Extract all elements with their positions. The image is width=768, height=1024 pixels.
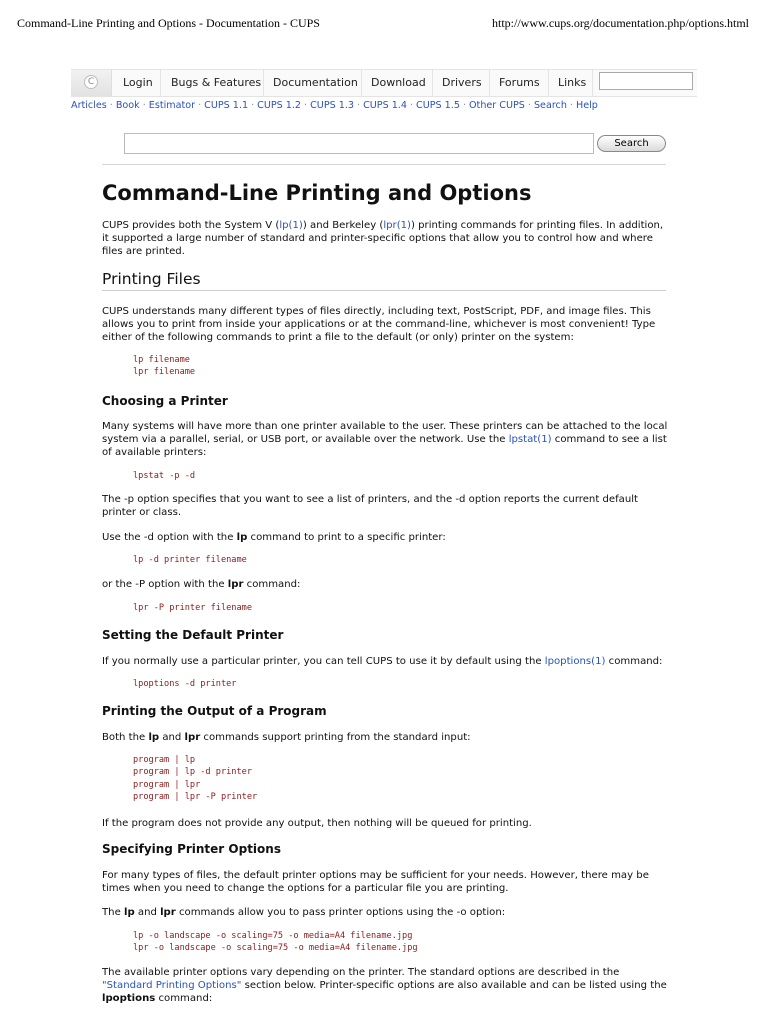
nav-forums[interactable]: Forums <box>499 76 540 89</box>
nav-drivers[interactable]: Drivers <box>442 76 482 89</box>
sub-navigation <box>71 100 598 111</box>
code-block-print-file: lp filename lpr filename <box>133 355 196 378</box>
cmd-lpoptions: lpoptions <box>102 993 156 1004</box>
print-header-title: Command-Line Printing and Options - Documentation - CUPS <box>17 16 320 30</box>
subnav-cups-1-3[interactable]: CUPS 1.3 <box>310 100 354 111</box>
heading-default-printer: Setting the Default Printer <box>102 628 284 642</box>
nav-divider <box>432 70 433 96</box>
subnav-book[interactable]: Book <box>115 100 140 111</box>
subnav-cups-1-1[interactable]: CUPS 1.1 <box>204 100 249 111</box>
heading-output-program: Printing the Output of a Program <box>102 704 327 718</box>
subnav-separator: · <box>357 100 361 111</box>
nav-bugs-features[interactable]: Bugs & Features <box>171 76 262 89</box>
subnav-cups-1-4[interactable]: CUPS 1.4 <box>363 100 407 111</box>
nav-divider <box>548 70 549 96</box>
cups-logo-icon: C <box>84 75 98 89</box>
nav-divider <box>263 70 264 96</box>
nav-links[interactable]: Links <box>558 76 587 89</box>
o-option-paragraph: The lp and lpr commands allow you to pass printer options using the -o option: <box>102 907 506 918</box>
lp-man-link[interactable]: lp(1) <box>279 220 303 231</box>
heading-choosing-printer: Choosing a Printer <box>102 394 228 408</box>
page-title: Command-Line Printing and Options <box>102 181 532 205</box>
nav-search-input[interactable] <box>599 72 693 90</box>
subnav-separator: · <box>527 100 531 111</box>
lp-d-option-paragraph: Use the -d option with the lp command to print to a specific printer: <box>102 532 446 543</box>
section-divider <box>102 290 666 291</box>
available-options-paragraph: The available printer options vary depending on the printer. The standard options are described in the "Standard Printing Options" section below. Printer-specific options are also available and can be listed using the lpoptions command: <box>102 967 667 1004</box>
code-block-o-options: lp -o landscape -o scaling=75 -o media=A4 filename.jpg lpr -o landscape -o scaling=75 -o media=A4 filename.jpg <box>133 931 418 954</box>
subnav-separator: · <box>462 100 466 111</box>
lpstat-options-paragraph: The -p option specifies that you want to see a list of printers, and the -d option reports the current default printer or class. <box>102 494 639 518</box>
subnav-cups-1-5[interactable]: CUPS 1.5 <box>416 100 460 111</box>
search-button[interactable]: Search <box>597 135 666 152</box>
nav-documentation[interactable]: Documentation <box>273 76 358 89</box>
print-header <box>0 16 768 32</box>
code-block-lpoptions-d: lpoptions -d printer <box>133 679 237 689</box>
subnav-articles[interactable]: Articles <box>71 100 107 111</box>
cmd-lp: lp <box>123 907 135 918</box>
code-block-lp-d: lp -d printer filename <box>133 555 247 565</box>
cmd-lpr: lpr <box>160 907 176 918</box>
output-program-paragraph: Both the lp and lpr commands support printing from the standard input: <box>102 732 471 743</box>
nav-login[interactable]: Login <box>123 76 153 89</box>
default-printer-paragraph: If you normally use a particular printer, you can tell CUPS to use it by default using the lpoptions(1) command: <box>102 656 663 667</box>
cmd-lp: lp <box>148 732 160 743</box>
heading-printer-options: Specifying Printer Options <box>102 842 281 856</box>
code-block-lpr-p: lpr -P printer filename <box>133 603 252 613</box>
printer-options-paragraph: For many types of files, the default printer options may be sufficient for your needs. However, there may be times when you need to change the options for a particular file you are printing. <box>102 870 649 894</box>
cmd-lpr: lpr <box>227 579 244 590</box>
subnav-separator: · <box>251 100 255 111</box>
printing-files-paragraph: CUPS understands many different types of files directly, including text, PostScript, PDF, and image files. This allows you to print from inside your applications or at the command-line, whichever is most convenient! Type either of the following commands to print a file to the default (or only) printer on the system: <box>102 306 656 343</box>
nav-download[interactable]: Download <box>371 76 426 89</box>
heading-printing-files: Printing Files <box>102 270 201 288</box>
subnav-separator: · <box>304 100 308 111</box>
subnav-separator: · <box>142 100 146 111</box>
intro-paragraph: CUPS provides both the System V (lp(1)) and Berkeley (lpr(1)) printing commands for printing files. In addition, it supported a large number of standard and printer-specific options that allow you to control how and where files are printed. <box>102 220 664 257</box>
cmd-lp: lp <box>236 532 248 543</box>
nav-divider <box>489 70 490 96</box>
no-output-paragraph: If the program does not provide any output, then nothing will be queued for printing. <box>102 818 532 829</box>
nav-divider <box>160 70 161 96</box>
subnav-separator: · <box>198 100 202 111</box>
subnav-separator: · <box>409 100 414 111</box>
print-header-url: http://www.cups.org/documentation.php/options.html <box>492 16 749 30</box>
subnav-help[interactable]: Help <box>575 100 598 111</box>
subnav-estimator[interactable]: Estimator <box>148 100 196 111</box>
nav-divider <box>361 70 362 96</box>
lpr-p-option-paragraph: or the -P option with the lpr command: <box>102 579 301 590</box>
header-divider <box>102 164 666 165</box>
nav-divider <box>592 70 593 96</box>
subnav-search[interactable]: Search <box>533 100 567 111</box>
home-logo-link[interactable] <box>71 70 112 96</box>
subnav-other-cups[interactable]: Other CUPS <box>469 100 525 111</box>
subnav-separator: · <box>109 100 113 111</box>
subnav-cups-1-2[interactable]: CUPS 1.2 <box>257 100 302 111</box>
subnav-separator: · <box>569 100 573 111</box>
doc-search-input[interactable] <box>124 133 594 154</box>
lpr-man-link[interactable]: lpr(1) <box>383 220 411 231</box>
choosing-printer-paragraph: Many systems will have more than one printer available to the user. These printers can be attached to the local system via a parallel, serial, or USB port, or available over the network. Use the lpstat(1) command to see a list of available printers: <box>102 421 668 458</box>
code-block-program-pipe: program | lp program | lp -d printer program | lpr program | lpr -P printer <box>133 755 258 803</box>
standard-printing-options-link[interactable]: "Standard Printing Options" <box>102 980 242 991</box>
lpstat-man-link[interactable]: lpstat(1) <box>508 434 552 445</box>
code-block-lpstat: lpstat -p -d <box>133 471 196 481</box>
top-navbar <box>71 69 697 97</box>
cmd-lpr: lpr <box>184 732 201 743</box>
lpoptions-man-link[interactable]: lpoptions(1) <box>544 656 606 667</box>
